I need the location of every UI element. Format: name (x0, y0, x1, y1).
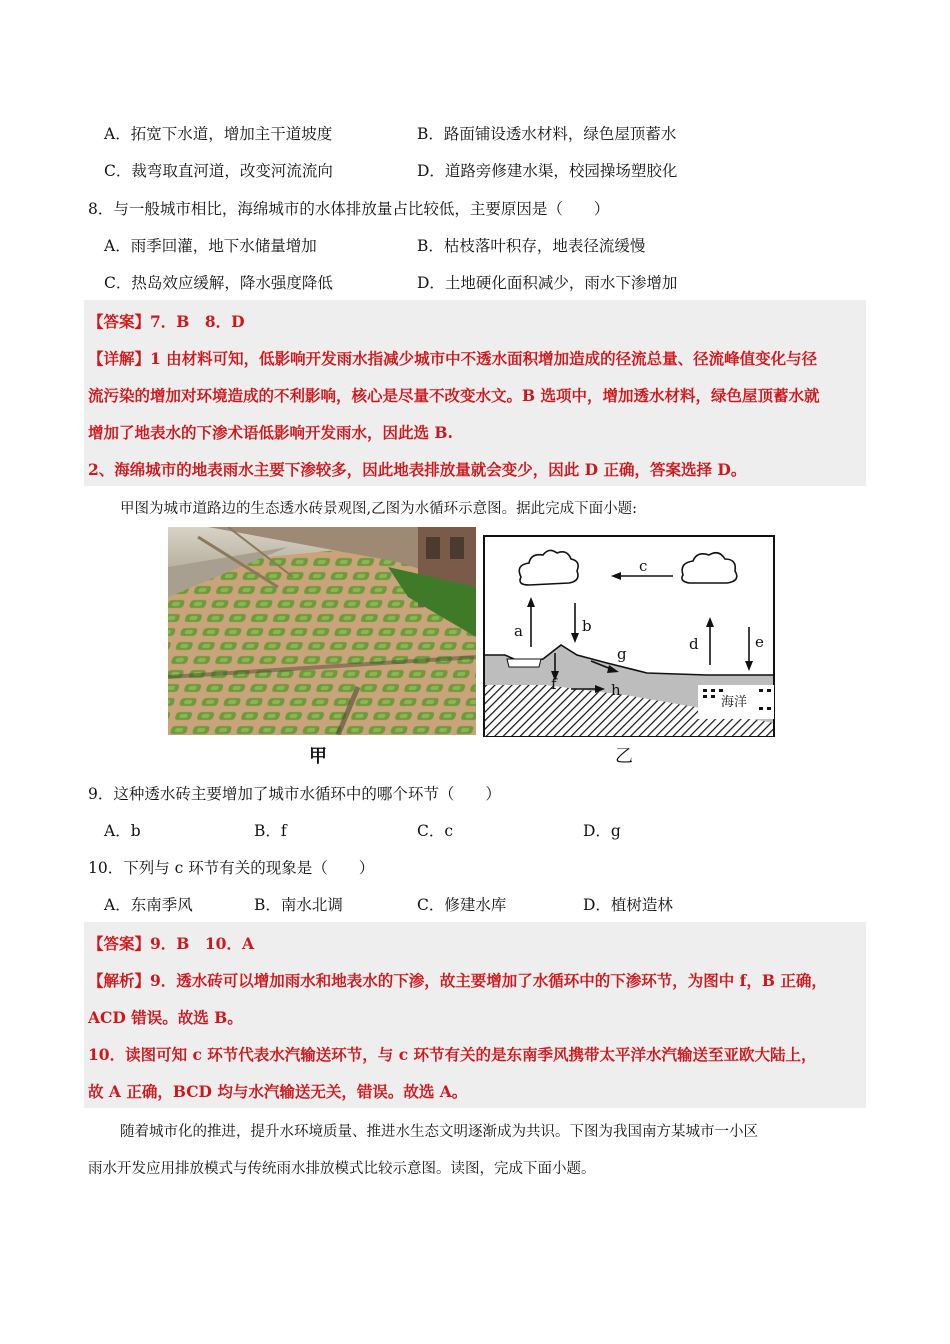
detail-line-2: 流污染的增加对环境造成的不利影响，核心是尽量不改变水文。B 选项中，增加透水材料，绿色屋顶蓄水就 (88, 386, 820, 405)
intro-next-line-2: 雨水开发应用排放模式与传统雨水排放模式比较示意图。读图，完成下面小题。 (88, 1161, 596, 1177)
q10-option-c: C．修建水库 (417, 896, 507, 914)
q9-option-d: D．g (583, 822, 621, 840)
q10-option-b: B．南水北调 (254, 896, 343, 914)
label-d: d (689, 635, 699, 653)
label-h: h (611, 681, 621, 699)
q9-options-row (104, 819, 621, 841)
label-a: a (514, 622, 523, 640)
q10-options-row (104, 893, 673, 915)
q8-options-row-2 (104, 271, 677, 293)
water-cycle-diagram (483, 535, 775, 737)
q7-option-b: B．路面铺设透水材料，绿色屋顶蓄水 (417, 125, 677, 143)
q8-option-d: D．土地硬化面积减少，雨水下渗增加 (417, 274, 678, 292)
q8-options-row-1 (104, 234, 645, 256)
q8-option-c: C．热岛效应缓解，降水强度降低 (104, 274, 333, 292)
q9-option-c: C．c (417, 822, 454, 840)
answer-block-7-8 (84, 300, 866, 486)
label-e: e (755, 633, 764, 651)
q7-option-d: D．道路旁修建水渠，校园操场塑胶化 (417, 162, 678, 180)
q10-stem: 10．下列与 c 环节有关的现象是（ ） (88, 859, 375, 877)
detail-line-3: 增加了地表水的下渗术语低影响开发雨水，因此选 B. (88, 423, 453, 442)
label-f: f (551, 675, 557, 693)
label-g: g (617, 645, 627, 663)
label-ocean: 海洋 (721, 695, 748, 710)
q10-option-a: A．东南季风 (104, 896, 193, 914)
q7-options-row-2 (104, 159, 677, 181)
q9-option-a: A．b (104, 822, 141, 840)
answer-7-8: 【答案】7．B 8．D (88, 312, 245, 331)
answer-block-9-10 (84, 922, 866, 1108)
q8-stem: 8．与一般城市相比，海绵城市的水体排放量占比较低，主要原因是（ ） (88, 200, 610, 218)
analysis-line-4: 故 A 正确，BCD 均与水汽输送无关，错误。故选 A。 (88, 1082, 468, 1101)
detail-line-4: 2、海绵城市的地表雨水主要下渗较多，因此地表排放量就会变少，因此 D 正确，答案选择 D。 (88, 460, 747, 479)
permeable-brick-photo (168, 527, 476, 735)
intro-next-line-1: 随着城市化的推进，提升水环境质量、推进水生态文明逐渐成为共识。下图为我国南方某城市一小区 (120, 1124, 758, 1140)
label-c: c (639, 557, 648, 575)
q9-option-b: B．f (254, 822, 287, 840)
q7-option-a: A．拓宽下水道，增加主干道坡度 (104, 125, 333, 143)
analysis-line-1: 【解析】9．透水砖可以增加雨水和地表水的下渗，故主要增加了水循环中的下渗环节，为图中 f，B 正确， (88, 971, 827, 990)
answer-9-10: 【答案】9．B 10．A (88, 934, 254, 953)
detail-line-1: 【详解】1 由材料可知，低影响开发雨水指减少城市中不透水面积增加造成的径流总量、径流峰值变化与径 (88, 349, 818, 368)
label-b: b (582, 617, 592, 635)
q7-options-row-1 (104, 122, 676, 144)
q8-option-b: B．枯枝落叶积存，地表径流缓慢 (417, 237, 646, 255)
caption-yi: 乙 (615, 746, 633, 767)
intro-9-10: 甲图为城市道路边的生态透水砖景观图,乙图为水循环示意图。据此完成下面小题: (120, 501, 637, 517)
photo-illustration (168, 527, 476, 735)
analysis-line-2: ACD 错误。故选 B。 (88, 1008, 243, 1027)
q10-option-d: D．植树造林 (583, 896, 673, 914)
q8-option-a: A．雨季回灌，地下水储量增加 (104, 237, 317, 255)
q7-option-c: C．裁弯取直河道，改变河流流向 (104, 162, 333, 180)
analysis-line-3: 10．读图可知 c 环节代表水汽输送环节，与 c 环节有关的是东南季风携带太平洋水汽输送至亚欧大陆上， (88, 1045, 817, 1064)
q9-stem: 9．这种透水砖主要增加了城市水循环中的哪个环节（ ） (88, 785, 501, 803)
caption-jia: 甲 (309, 746, 327, 767)
